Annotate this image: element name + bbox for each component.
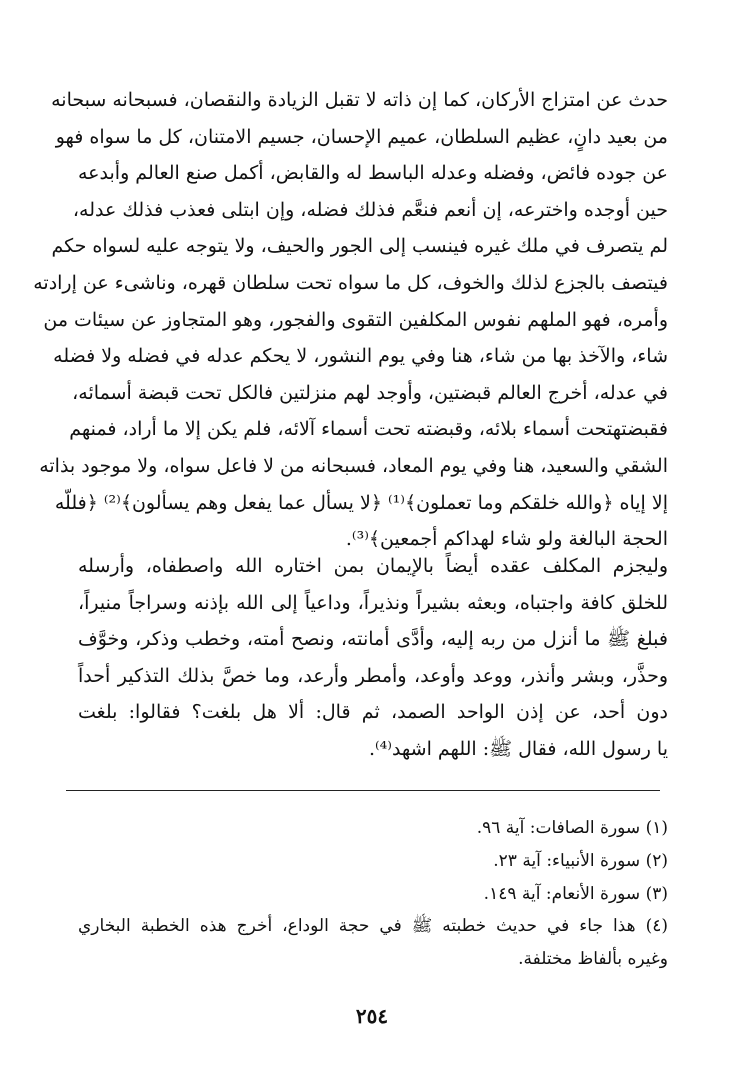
text-line: حدث عن امتزاج الأركان، كما إن ذاته لا تقبل الزيادة والنقصان، فسبحانه سبحانه: [51, 89, 668, 111]
footnote-separator: [66, 790, 660, 791]
text-line: فبلغ ﷺ ما أنزل من ربه إليه، وأدَّى أمانته، ونصح أمته، وخطب وذكر، وخوَّف: [78, 628, 668, 651]
page-number: ٢٥٤: [355, 1004, 389, 1028]
text-line: الشقي والسعيد، هنا وفي يوم المعاد، فسبحانه من لا فاعل سواه، ولا موجود بذاته: [39, 454, 668, 477]
footnote-4-line: وغيره بألفاظ مختلفة.: [518, 949, 668, 969]
footnotes: [78, 812, 668, 911]
text-line: يا رسول الله، فقال ﷺ: اللهم اشهد⁽⁴⁾.: [368, 737, 668, 760]
text-line: وحذَّر، وبشر وأنذر، ووعد وأوعد، وأمطر وأرعد، وما خصَّ بذلك التذكير أحداً: [78, 664, 668, 687]
footnote-3: (٣) سورة الأنعام: آية ١٤٩.: [483, 884, 668, 904]
text-line: دون أحد، عن إذن الواحد الصمد، ثم قال: ألا هل بلغت؟ فقالوا: بلغت: [78, 701, 668, 724]
footnote-4: [78, 910, 668, 976]
text-line: فقبضتهتحت أسماء بلائه، وقبضته تحت أسماء آلائه، فلم يكن إلا ما أراد، فمنهم: [69, 418, 668, 441]
footnote-4-line: (٤) هذا جاء في حديث خطبته ﷺ في حجة الوداع، أخرج هذه الخطبة البخاري: [78, 916, 668, 936]
text-line: إلا إياه ﴿والله خلقكم وما تعملون﴾⁽¹⁾ ﴿لا يسأل عما يفعل وهم يسألون﴾⁽²⁾ ﴿فللّه: [54, 491, 668, 514]
text-line: فيتصف بالجزع لذلك والخوف، كل ما سواه تحت سلطان قهره، وناشىء عن إرادته: [33, 271, 668, 294]
text-line: وليجزم المكلف عقده أيضاً بالإيمان بمن اختاره الله واصطفاه، وأرسله: [78, 555, 668, 577]
text-line: شاء، والآخذ بها من شاء، هنا وفي يوم النشور، لا يحكم عدله في فضله ولا فضله: [53, 345, 668, 368]
text-line: من بعيد دانٍ، عظيم السلطان، عميم الإحسان، جسيم الامتنان، كل ما سواه فهو: [55, 125, 668, 148]
text-line: وأمره، فهو الملهم نفوس المكلفين التقوى والفجور، وهو المتجاوز عن سيئات من: [43, 308, 668, 331]
text-line: للخلق كافة واجتباه، وبعثه بشيراً ونذيراً، وداعياً إلى الله بإذنه وسراجاً منيراً،: [78, 591, 668, 614]
text-line: لم يتصرف في ملك غيره فينسب إلى الجور والحيف، ولا يتوجه عليه لسواه حكم: [51, 235, 668, 258]
paragraph-1: [33, 82, 668, 558]
paragraph-2: [78, 548, 668, 768]
text-line: عن جوده فائض، وفضله وعدله الباسط له والقابض، أكمل صنع العالم وأبدعه: [78, 162, 668, 185]
text-line: الحجة البالغة ولو شاء لهداكم أجمعين﴾⁽³⁾.: [345, 528, 668, 551]
footnote-1: (١) سورة الصافات: آية ٩٦.: [476, 818, 668, 838]
text-line: في عدله، أخرج العالم قبضتين، وأوجد لهم منزلتين فالكل تحت قبضة أسمائه،: [72, 381, 668, 404]
footnote-2: (٢) سورة الأنبياء: آية ٢٣.: [493, 851, 668, 871]
text-line: حين أوجده واخترعه، إن أنعم فنعَّم فذلك فضله، وإن ابتلى فعذب فذلك عدله،: [72, 198, 668, 221]
